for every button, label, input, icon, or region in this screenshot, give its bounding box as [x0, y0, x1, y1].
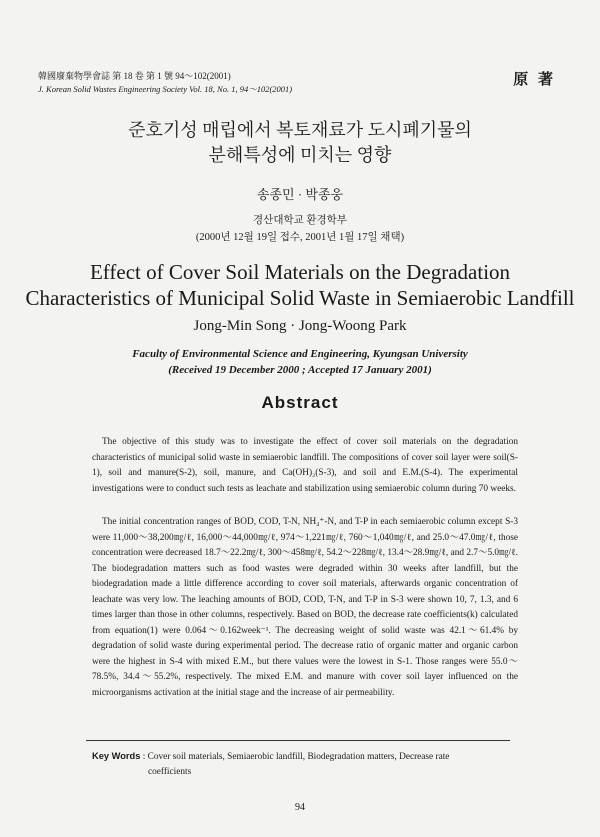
korean-title: [0, 118, 600, 168]
english-title: [0, 259, 600, 311]
abstract-paragraph-2: [92, 515, 518, 701]
keywords-text: : Cover soil materials, Semiaerobic landfill, Biodegradation matters, Decrease rate: [142, 752, 450, 762]
korean-title-line1: 준호기성 매립에서 복토재료가 도시폐기물의: [128, 120, 472, 140]
abstract-paragraph-1: [92, 435, 518, 497]
abstract-paragraph-1-text: The objective of this study was to investigate the effect of cover soil materials on the degradation characteristics of municipal solid waste in semiaerobic landfill. The compositions of cover soil layer were soil(S-1), soil and manure(S-2), soil, manure, and Ca(OH)₂(S-3), and soil and E.M.(S-4). The experimental investigations were to conduct such tests as leachate and stabilization using semiaerobic column during 70 weeks.: [92, 437, 518, 494]
keywords-text-continued: coefficients: [148, 767, 192, 777]
korean-authors: 송종민 · 박종웅: [256, 187, 344, 202]
english-affiliation-block: [0, 346, 600, 378]
english-authors: Jong-Min Song · Jong-Woong Park: [193, 318, 407, 334]
article-type-tag: 原 著: [513, 72, 556, 88]
english-title-line2: Characteristics of Municipal Solid Waste in Semiaerobic Landfill: [25, 286, 575, 310]
journal-header: [38, 70, 292, 96]
page-number: 94: [295, 802, 305, 813]
journal-header-korean: 韓國廢棄物學會誌 第 18 卷 第 1 號 94～102(2001): [38, 71, 231, 81]
english-dates: (Received 19 December 2000 ; Accepted 17 January 2001): [168, 364, 432, 376]
keywords-block: [92, 749, 512, 780]
korean-affiliation: 경산대학교 환경학부: [253, 215, 347, 226]
abstract-paragraph-2-text: The initial concentration ranges of BOD, COD, T-N, NH₄⁺-N, and T-P in each semiaerobic column except S-3 were 11,000～38,200㎎/ℓ, 16,000～44,000㎎/ℓ, 974～1,221㎎/ℓ, 760～1,040㎎/ℓ, and 25.0～47.0㎎/ℓ, those concentration were decreased 18.7～22.2㎎/ℓ, 300～458㎎/ℓ, 54.2～228㎎/ℓ, 13.4～28.9㎎/ℓ, and 2.7～5.0㎎/ℓ. The biodegradation matters such as food wastes were degraded within 30 weeks after landfill, but the biodegradation made a little difference according to cover soil materials, afterwards organic concentration of leachate was very low. The leaching amounts of BOD, COD, T-N, and T-P in S-3 were shown 10, 7, 1.3, and 6 times larger than those in other columns, respectively. Based on BOD, the decrease rate coefficients(k) calculated from equation(1) were 0.064～0.162week⁻¹. The decreasing weight of solid waste was 42.1～61.4% by degradation of solid waste during experimental period. The decrease ratio of organic matter and organic carbon were the highest in S-4 with mixed E.M., but there values were the lowest in S-1. Those ranges were 55.0～78.5%, 34.4～55.2%, respectively. The mixed E.M. and manure with cover soil layer influenced on the microorganisms activation at the initial stage and the increase of air permeability.: [92, 517, 518, 698]
korean-title-line2: 분해특성에 미치는 영향: [208, 145, 392, 165]
korean-dates: (2000년 12월 19일 접수, 2001년 1월 17일 채택): [195, 232, 405, 243]
abstract-heading: Abstract: [261, 393, 339, 412]
english-title-line1: Effect of Cover Soil Materials on the Degradation: [89, 260, 511, 284]
journal-header-english: J. Korean Solid Wastes Engineering Society Vol. 18, No. 1, 94～102(2001): [38, 84, 293, 94]
english-affiliation: Faculty of Environmental Science and Engineering, Kyungsan University: [132, 348, 468, 360]
keywords-divider: [86, 740, 510, 741]
korean-affiliation-block: [0, 212, 600, 246]
keywords-label: Key Words: [92, 751, 141, 761]
